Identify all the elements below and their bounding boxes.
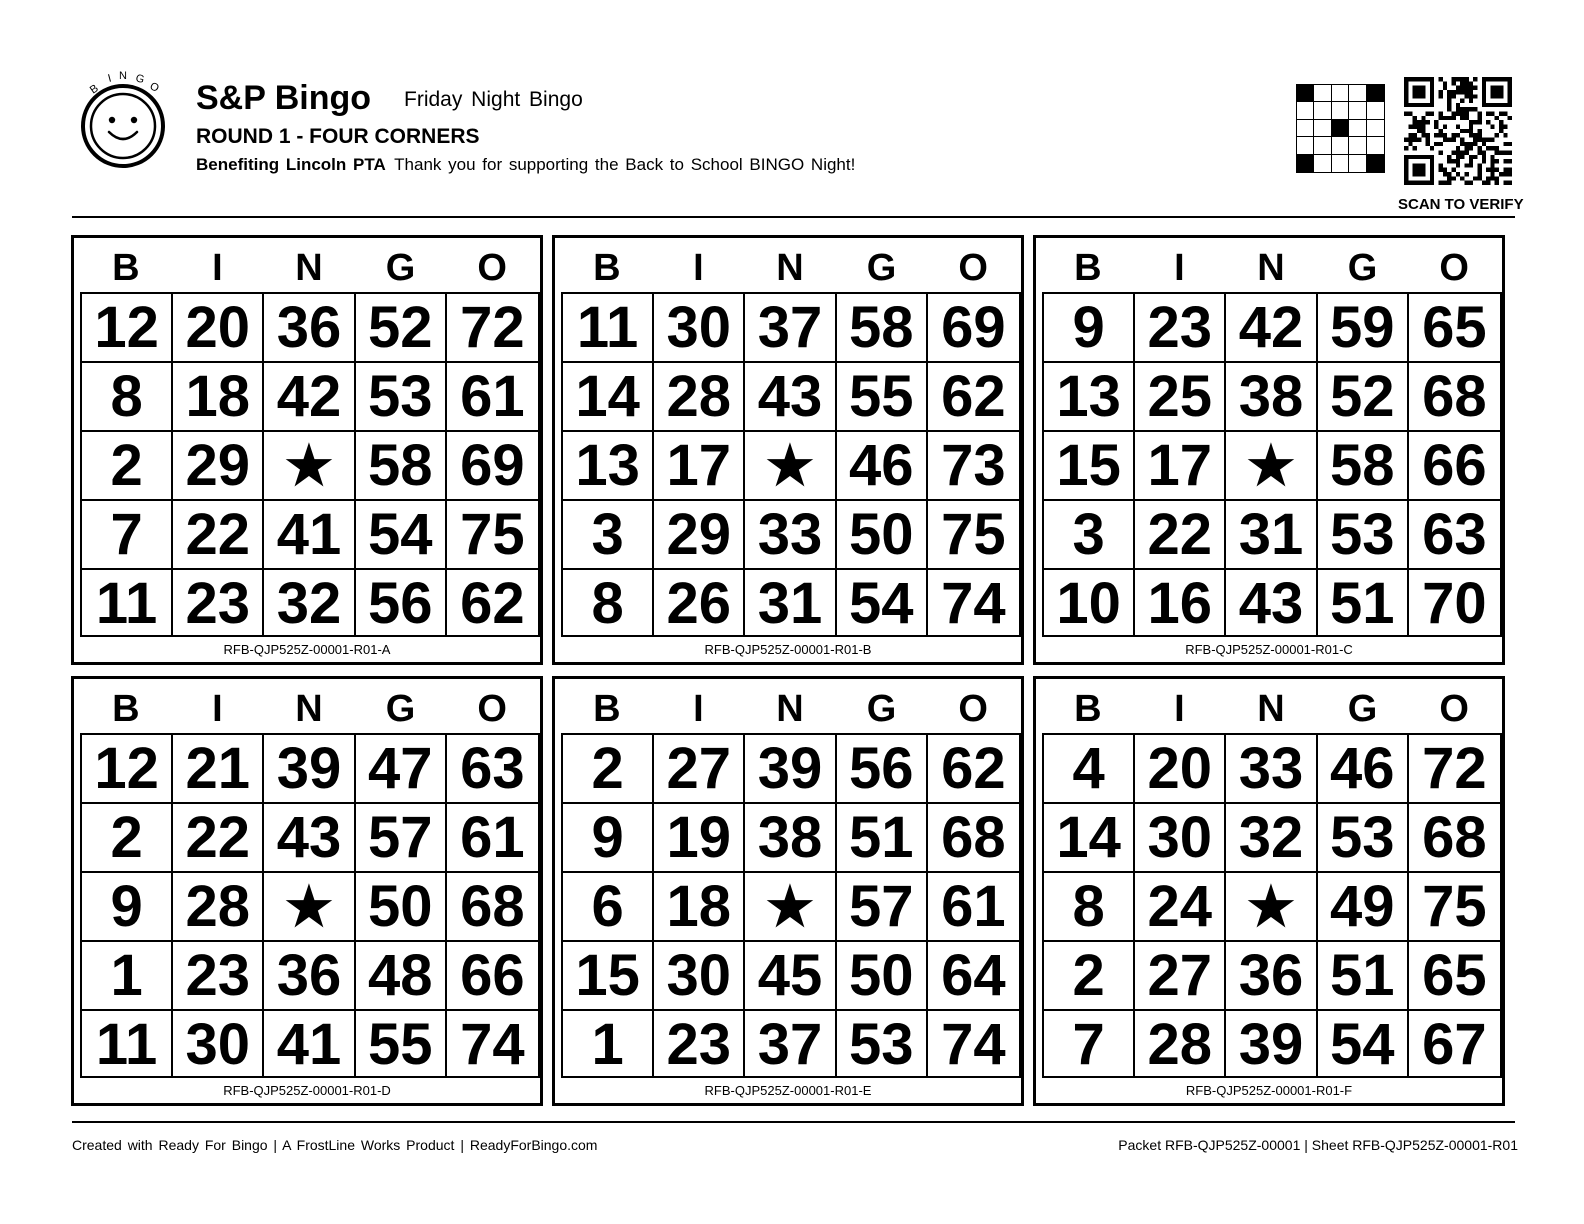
column-letter: B <box>1074 247 1102 289</box>
number-cell: 62 <box>460 571 525 636</box>
pattern-cell <box>1314 155 1331 172</box>
column-letter: O <box>1439 247 1469 289</box>
pattern-cell <box>1297 102 1314 119</box>
number-cell: 55 <box>837 363 928 432</box>
number-cell: 74 <box>941 571 1006 636</box>
bingo-card <box>1033 676 1505 1106</box>
number-cell: 49 <box>1318 873 1409 942</box>
number-cell: 27 <box>654 735 745 804</box>
pattern-cell <box>1367 155 1384 172</box>
pattern-cell <box>1297 85 1314 102</box>
column-letter: B <box>593 688 621 730</box>
number-cell: 54 <box>356 501 447 570</box>
column-letter: G <box>1347 247 1378 289</box>
svg-text:I: I <box>106 72 113 85</box>
number-cell: 13 <box>563 432 654 501</box>
svg-text:B: B <box>87 82 101 97</box>
number-cell: 69 <box>447 432 538 501</box>
number-cell: 19 <box>654 804 745 873</box>
number-cell: 67 <box>1422 1012 1487 1077</box>
number-cell: 74 <box>941 1012 1006 1077</box>
number-cell: 73 <box>928 432 1019 501</box>
card-serial: RFB-QJP525Z-00001-R01-A <box>223 642 391 657</box>
number-cell: 61 <box>928 873 1019 942</box>
footer-packet-id: Packet RFB-QJP525Z-00001 | Sheet RFB-QJP525Z-00001-R01 <box>1118 1137 1518 1153</box>
column-letter: O <box>1439 688 1469 730</box>
number-cell: 23 <box>173 570 264 637</box>
number-cell: 58 <box>837 294 928 363</box>
number-cell: 68 <box>1409 804 1500 873</box>
number-cell: 36 <box>264 942 355 1011</box>
number-cell: 15 <box>563 942 654 1011</box>
column-letter: N <box>776 688 804 730</box>
header-divider <box>72 216 1515 218</box>
number-cell: 9 <box>82 873 173 942</box>
number-cell: 53 <box>1318 501 1409 570</box>
column-letter: G <box>385 688 416 730</box>
svg-text:O: O <box>147 80 161 95</box>
card-serial: RFB-QJP525Z-00001-R01-C <box>1185 642 1353 657</box>
number-cell: 18 <box>654 873 745 942</box>
card-serial: RFB-QJP525Z-00001-R01-B <box>704 642 872 657</box>
number-cell: 61 <box>447 363 538 432</box>
card-header <box>561 683 1019 735</box>
column-letter: I <box>212 688 223 730</box>
number-cell: 10 <box>1044 570 1135 637</box>
number-cell: 54 <box>837 570 928 637</box>
number-cell: 75 <box>928 501 1019 570</box>
number-cell: 18 <box>173 363 264 432</box>
pattern-cell <box>1332 85 1349 102</box>
number-cell: 25 <box>1135 363 1226 432</box>
pattern-cell <box>1367 120 1384 137</box>
card-grid <box>561 292 1021 637</box>
pattern-cell <box>1367 102 1384 119</box>
number-cell: 37 <box>745 294 836 363</box>
pattern-cell <box>1349 120 1366 137</box>
number-cell: 62 <box>928 363 1019 432</box>
number-cell: 30 <box>654 294 745 363</box>
card-grid <box>561 733 1021 1078</box>
number-cell: 74 <box>460 1012 525 1077</box>
number-cell: 14 <box>1044 804 1135 873</box>
number-cell: 36 <box>1226 942 1317 1011</box>
number-cell: 50 <box>356 873 447 942</box>
number-cell: 13 <box>1044 363 1135 432</box>
card-grid <box>1042 292 1502 637</box>
number-cell: 66 <box>447 942 538 1011</box>
column-letter: B <box>112 247 140 289</box>
bingo-card <box>552 235 1024 665</box>
number-cell: 50 <box>837 501 928 570</box>
pattern-cell <box>1314 102 1331 119</box>
number-cell: 11 <box>82 1011 173 1078</box>
win-pattern-grid <box>1296 84 1385 173</box>
number-cell: 23 <box>1135 294 1226 363</box>
number-cell: 9 <box>563 804 654 873</box>
event-title: S&P Bingo <box>196 79 372 117</box>
number-cell: 11 <box>563 294 654 363</box>
number-cell: 65 <box>1409 942 1500 1011</box>
number-cell: 12 <box>82 294 173 363</box>
number-cell: 47 <box>356 735 447 804</box>
number-cell: 51 <box>1318 942 1409 1011</box>
qr-code <box>1404 77 1512 185</box>
number-cell: 57 <box>837 873 928 942</box>
column-letter: B <box>1074 688 1102 730</box>
bingo-card <box>71 676 543 1106</box>
column-letter: O <box>958 688 988 730</box>
number-cell: 30 <box>173 1011 264 1078</box>
number-cell: 62 <box>928 735 1019 804</box>
number-cell: 66 <box>1409 432 1500 501</box>
footer-divider <box>72 1121 1515 1123</box>
free-space-star: ★ <box>1226 873 1317 942</box>
pattern-cell <box>1297 155 1314 172</box>
number-cell: 52 <box>356 294 447 363</box>
number-cell: 68 <box>447 873 538 942</box>
pattern-cell <box>1367 85 1384 102</box>
pattern-cell <box>1349 102 1366 119</box>
column-letter: I <box>1174 247 1185 289</box>
number-cell: 26 <box>654 570 745 637</box>
column-letter: O <box>477 688 507 730</box>
free-space-star: ★ <box>264 432 355 501</box>
number-cell: 42 <box>1226 294 1317 363</box>
number-cell: 17 <box>654 432 745 501</box>
number-cell: 3 <box>563 501 654 570</box>
number-cell: 12 <box>82 735 173 804</box>
column-letter: I <box>1174 688 1185 730</box>
number-cell: 30 <box>654 942 745 1011</box>
number-cell: 31 <box>745 570 836 637</box>
number-cell: 22 <box>173 501 264 570</box>
column-letter: I <box>693 247 704 289</box>
benefit-text: Thank you for supporting the Back to School BINGO Night! <box>394 155 856 174</box>
card-grid <box>80 733 540 1078</box>
number-cell: 2 <box>82 804 173 873</box>
column-letter: G <box>385 247 416 289</box>
number-cell: 46 <box>1318 735 1409 804</box>
number-cell: 53 <box>837 1011 928 1078</box>
number-cell: 9 <box>1044 294 1135 363</box>
number-cell: 30 <box>1135 804 1226 873</box>
number-cell: 24 <box>1135 873 1226 942</box>
number-cell: 33 <box>745 501 836 570</box>
card-serial: RFB-QJP525Z-00001-R01-E <box>704 1083 872 1098</box>
column-letter: I <box>693 688 704 730</box>
column-letter: N <box>776 247 804 289</box>
number-cell: 16 <box>1135 570 1226 637</box>
number-cell: 54 <box>1318 1011 1409 1078</box>
pattern-cell <box>1332 155 1349 172</box>
number-cell: 56 <box>837 735 928 804</box>
pattern-cell <box>1349 137 1366 154</box>
column-letter: N <box>1257 247 1285 289</box>
number-cell: 42 <box>264 363 355 432</box>
round-label: ROUND 1 - FOUR CORNERS <box>196 125 480 148</box>
number-cell: 56 <box>356 570 447 637</box>
pattern-cell <box>1314 120 1331 137</box>
number-cell: 53 <box>1318 804 1409 873</box>
number-cell: 39 <box>745 735 836 804</box>
number-cell: 37 <box>745 1011 836 1078</box>
number-cell: 51 <box>837 804 928 873</box>
card-header <box>1042 683 1500 735</box>
number-cell: 59 <box>1318 294 1409 363</box>
number-cell: 6 <box>563 873 654 942</box>
number-cell: 32 <box>1226 804 1317 873</box>
number-cell: 65 <box>1409 294 1500 363</box>
free-space-star: ★ <box>264 873 355 942</box>
column-letter: O <box>477 247 507 289</box>
number-cell: 8 <box>82 363 173 432</box>
number-cell: 7 <box>82 501 173 570</box>
column-letter: G <box>866 247 897 289</box>
number-cell: 68 <box>928 804 1019 873</box>
column-letter: B <box>112 688 140 730</box>
column-letter: G <box>866 688 897 730</box>
bingo-smiley-logo <box>77 70 169 170</box>
column-letter: B <box>593 247 621 289</box>
column-letter: N <box>295 247 323 289</box>
number-cell: 28 <box>654 363 745 432</box>
number-cell: 28 <box>173 873 264 942</box>
number-cell: 48 <box>356 942 447 1011</box>
pattern-cell <box>1314 85 1331 102</box>
pattern-cell <box>1367 137 1384 154</box>
card-header <box>561 242 1019 294</box>
column-letter: G <box>1347 688 1378 730</box>
pattern-cell <box>1297 120 1314 137</box>
number-cell: 1 <box>82 942 173 1011</box>
number-cell: 50 <box>837 942 928 1011</box>
number-cell: 2 <box>563 735 654 804</box>
svg-text:N: N <box>119 70 127 82</box>
number-cell: 45 <box>745 942 836 1011</box>
card-serial: RFB-QJP525Z-00001-R01-D <box>223 1083 391 1098</box>
number-cell: 72 <box>447 294 538 363</box>
column-letter: N <box>295 688 323 730</box>
column-letter: I <box>212 247 223 289</box>
number-cell: 41 <box>264 1011 355 1078</box>
number-cell: 28 <box>1135 1011 1226 1078</box>
number-cell: 11 <box>82 570 173 637</box>
number-cell: 7 <box>1044 1011 1135 1078</box>
number-cell: 23 <box>654 1011 745 1078</box>
number-cell: 63 <box>1409 501 1500 570</box>
number-cell: 22 <box>1135 501 1226 570</box>
number-cell: 32 <box>264 570 355 637</box>
benefit-bold: Benefiting Lincoln PTA <box>196 155 386 174</box>
number-cell: 58 <box>356 432 447 501</box>
number-cell: 14 <box>563 363 654 432</box>
number-cell: 46 <box>837 432 928 501</box>
svg-text:G: G <box>134 72 146 87</box>
bingo-card <box>71 235 543 665</box>
number-cell: 68 <box>1409 363 1500 432</box>
card-header <box>80 242 538 294</box>
number-cell: 1 <box>563 1011 654 1078</box>
number-cell: 72 <box>1409 735 1500 804</box>
number-cell: 39 <box>264 735 355 804</box>
pattern-cell <box>1297 137 1314 154</box>
number-cell: 57 <box>356 804 447 873</box>
number-cell: 15 <box>1044 432 1135 501</box>
number-cell: 17 <box>1135 432 1226 501</box>
card-grid <box>80 292 540 637</box>
number-cell: 21 <box>173 735 264 804</box>
number-cell: 41 <box>264 501 355 570</box>
number-cell: 23 <box>173 942 264 1011</box>
number-cell: 29 <box>173 432 264 501</box>
number-cell: 33 <box>1226 735 1317 804</box>
column-letter: N <box>1257 688 1285 730</box>
number-cell: 64 <box>928 942 1019 1011</box>
number-cell: 75 <box>447 501 538 570</box>
column-letter: O <box>958 247 988 289</box>
free-space-star: ★ <box>745 873 836 942</box>
pattern-cell <box>1349 155 1366 172</box>
number-cell: 22 <box>173 804 264 873</box>
scan-to-verify-label: SCAN TO VERIFY <box>1398 196 1524 213</box>
number-cell: 3 <box>1044 501 1135 570</box>
number-cell: 36 <box>264 294 355 363</box>
pattern-cell <box>1349 85 1366 102</box>
number-cell: 31 <box>1226 501 1317 570</box>
number-cell: 20 <box>1135 735 1226 804</box>
card-header <box>80 683 538 735</box>
number-cell: 70 <box>1422 571 1487 636</box>
number-cell: 38 <box>1226 363 1317 432</box>
card-header <box>1042 242 1500 294</box>
number-cell: 69 <box>928 294 1019 363</box>
free-space-star: ★ <box>745 432 836 501</box>
bingo-card <box>552 676 1024 1106</box>
pattern-cell <box>1314 137 1331 154</box>
footer-credit: Created with Ready For Bingo | A FrostLine Works Product | ReadyForBingo.com <box>72 1137 598 1153</box>
number-cell: 8 <box>1044 873 1135 942</box>
event-subtitle: Friday Night Bingo <box>404 88 583 111</box>
number-cell: 61 <box>447 804 538 873</box>
number-cell: 2 <box>1044 942 1135 1011</box>
number-cell: 58 <box>1318 432 1409 501</box>
number-cell: 27 <box>1135 942 1226 1011</box>
number-cell: 43 <box>745 363 836 432</box>
free-space-star: ★ <box>1226 432 1317 501</box>
number-cell: 53 <box>356 363 447 432</box>
number-cell: 8 <box>563 570 654 637</box>
number-cell: 4 <box>1044 735 1135 804</box>
number-cell: 55 <box>356 1011 447 1078</box>
number-cell: 51 <box>1318 570 1409 637</box>
pattern-cell <box>1332 102 1349 119</box>
number-cell: 20 <box>173 294 264 363</box>
number-cell: 29 <box>654 501 745 570</box>
bingo-card <box>1033 235 1505 665</box>
number-cell: 63 <box>447 735 538 804</box>
number-cell: 75 <box>1409 873 1500 942</box>
number-cell: 38 <box>745 804 836 873</box>
pattern-cell <box>1332 120 1349 137</box>
number-cell: 43 <box>264 804 355 873</box>
benefit-line <box>196 154 855 176</box>
card-serial: RFB-QJP525Z-00001-R01-F <box>1185 1083 1353 1098</box>
number-cell: 39 <box>1226 1011 1317 1078</box>
pattern-cell <box>1332 137 1349 154</box>
number-cell: 52 <box>1318 363 1409 432</box>
number-cell: 2 <box>82 432 173 501</box>
number-cell: 43 <box>1226 570 1317 637</box>
card-grid <box>1042 733 1502 1078</box>
